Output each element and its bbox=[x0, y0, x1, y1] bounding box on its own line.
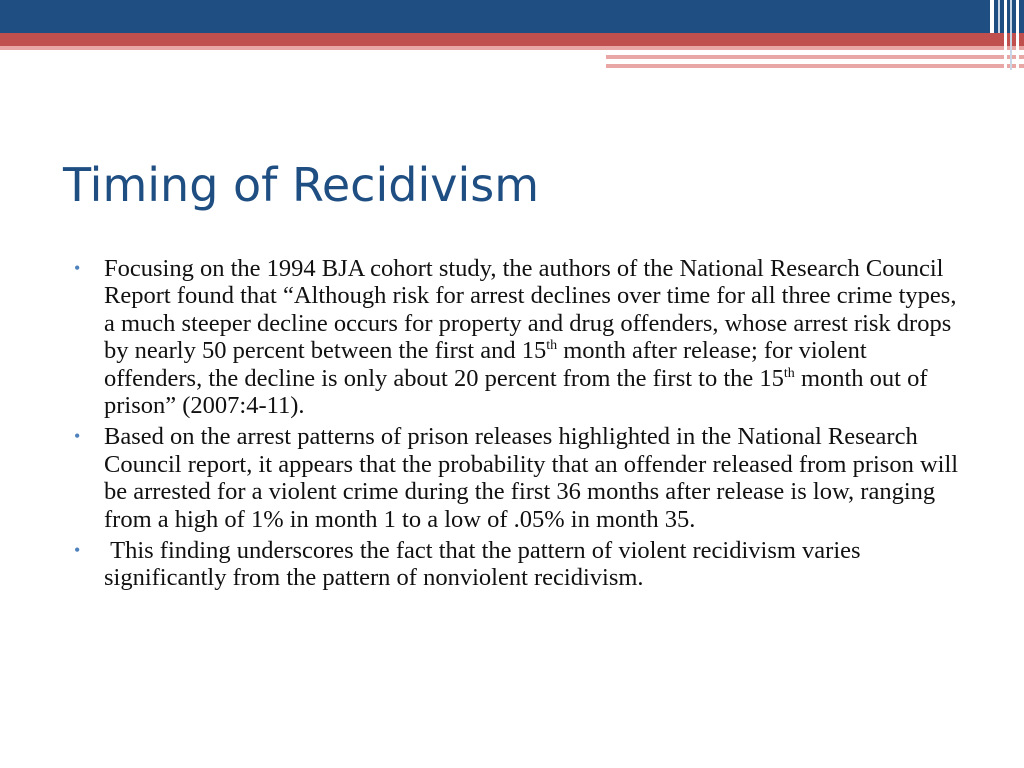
bullet-item bbox=[70, 423, 970, 533]
bullet-text: This finding underscores the fact that the pattern of violent recidivism varies significantly from the pattern of nonviolent recidivism. bbox=[104, 537, 867, 592]
bullet-icon: • bbox=[74, 540, 81, 561]
header-band-pink bbox=[0, 46, 1024, 50]
header-band-pink bbox=[606, 55, 1024, 59]
header-stripe bbox=[990, 0, 994, 33]
header-band-pink bbox=[606, 64, 1024, 68]
bullet-icon: • bbox=[74, 258, 81, 278]
bullet-text: Focusing on the 1994 BJA cohort study, the authors of the National Research Council Report found that “Although risk for arrest declines over time for all three crime types, a much steeper decline occurs for property and drug offenders, whose arrest risk drops by nearly 50 percent between the first and 15th month after release; for violent offenders, the decline is only about 20 percent from the first to the 15th month out of prison” (2007:4-11). bbox=[104, 255, 957, 420]
header-stripe bbox=[1016, 0, 1019, 70]
header-stripe bbox=[1004, 0, 1007, 70]
bullet-item bbox=[70, 537, 970, 592]
bullet-list bbox=[70, 255, 970, 596]
slide-title: Timing of Recidivism bbox=[63, 158, 540, 212]
header-band-red bbox=[0, 33, 1024, 46]
bullet-item bbox=[70, 255, 970, 419]
header-stripe bbox=[1010, 0, 1012, 70]
header-band-blue bbox=[0, 0, 1024, 33]
bullet-icon: • bbox=[74, 426, 81, 447]
bullet-text: Based on the arrest patterns of prison releases highlighted in the National Research Council report, it appears that the probability that an offender released from prison will be arrested for a violent crime during the first 36 months after release is low, ranging from a high of 1% in month 1 to a low of .05% in month 35. bbox=[104, 423, 959, 533]
header-stripe bbox=[998, 0, 1000, 33]
